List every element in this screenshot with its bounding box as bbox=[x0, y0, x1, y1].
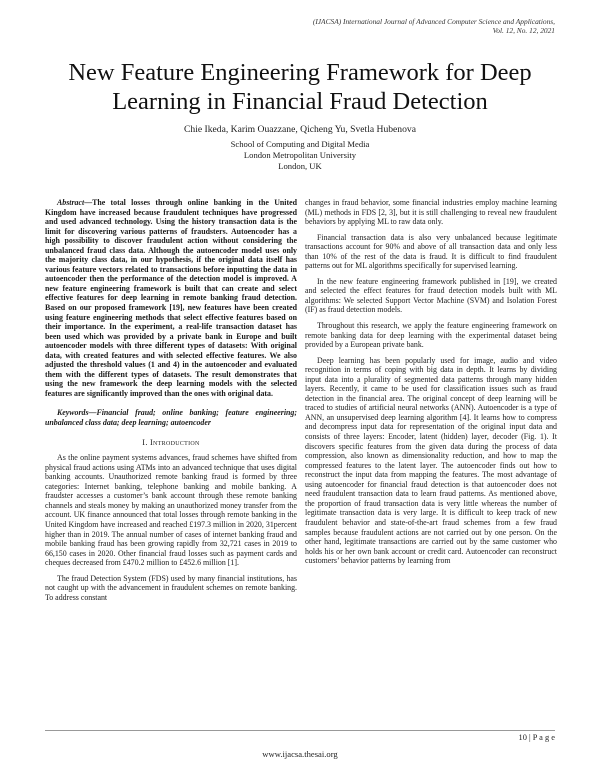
affiliation bbox=[40, 139, 560, 172]
abstract-lead: Abstract bbox=[57, 198, 85, 207]
affiliation-university: London Metropolitan University bbox=[243, 150, 357, 160]
paragraph: Throughout this research, we apply the feature engineering framework on remote banking data for deep learning with the experimental dataset being provided by a European private bank. bbox=[305, 321, 557, 350]
paragraph: Deep learning has been popularly used for image, audio and video recognition in terms of coping with big data in depth. It learns by dividing input data into a plurality of segmented data patterns through many hidden layers. Recently, it came to be used for classification issues such as fraud detection in the financial area. The original concept of deep learning will be traced to studies of artificial neural networks (ANN). Autoencoder is a type of ANN, an unsupervised deep learning algorithm [4]. It learns how to compress and decompress input data for representation of the original input data and consists of three layers: Encoder, latent (hidden) layer, decoder (Fig. 1). It discovers specific features from the given data during the process of data compression, also known as dimensionality reduction, and how to map the compressed features to the latent layer. The autoencoder finds out how to reconstruct the input data from mapping the features. The most advantage of using autoencoder for financial fraud detection is that autoencoder does not need fraudulent transaction data to learn fraud patterns. As mentioned above, the proportion of fraud transaction data is very little whereas the number of legitimate transaction data is very large. It is difficult to keep track of new fraudulent behavior and state-of-the-art fraud schemes from a few fraud samples because fraudulent actions are not carried out by one person. On the other hand, legitimate transactions are carried out by the same customer who holds his or her own bank account or credit card. Autoencoder can reconstruct customers’ behavior patterns by learning from bbox=[305, 355, 557, 566]
abstract-text: —The total losses through online banking in the United Kingdom have increased because fraudulent techniques have progressed and used advanced technology. Using the history transaction data is the limit for discovering various patterns of fraudsters. Autoencoder has a high possibility to discover fraudulent action without considering the unbalanced fraud class data. Although the autoencoder model uses only the majority class data, in our hypothesis, if the original data itself has various feature vectors related to transactions before inputting the data in autoencoder then the performance of the detection model is improved. A new feature engineering framework is built that can create and select effective features for deep learning in remote banking fraud detection. Based on our proposed framework [19], new features have been created using feature engineering methods that select effective features based on their importance. In the experiment, a real-life transaction dataset has been used which was provided by a private bank in Europe and built autoencoder models with three different types of datasets: With original data, with created features and with selected effective features. We also adjusted the threshold values (1 and 4) in the autoencoder and evaluated them with the different types of datasets. The result demonstrates that using the new framework the deep learning models with the selected features are significantly improved than the ones with original data. bbox=[45, 198, 297, 398]
page-number: 10 | P a g e bbox=[518, 733, 555, 742]
footer-divider bbox=[45, 730, 555, 731]
abstract bbox=[45, 198, 297, 398]
journal-header bbox=[225, 17, 555, 35]
journal-volume: Vol. 12, No. 12, 2021 bbox=[492, 26, 555, 35]
paper-title: New Feature Engineering Framework for Deep Learning in Financial Fraud Detection bbox=[68, 59, 532, 115]
keywords: Keywords—Financial fraud; online banking; feature engineering; unbalanced class data; deep learning; autoencoder bbox=[45, 408, 297, 428]
author-list: Chie Ikeda, Karim Ouazzane, Qicheng Yu, Svetla Hubenova bbox=[184, 124, 416, 135]
affiliation-location: London, UK bbox=[278, 161, 322, 171]
paragraph: Financial transaction data is also very unbalanced because legitimate transactions account for 90% and above of all transaction data and only less than 10% of the rest of the data is fraud. It is difficult to find fraudulent patterns out for ML algorithms specifically for supervised learning. bbox=[305, 232, 557, 271]
left-column bbox=[45, 198, 297, 608]
section-heading-introduction: I. Introduction bbox=[142, 437, 200, 447]
affiliation-school: School of Computing and Digital Media bbox=[230, 139, 370, 149]
right-column bbox=[305, 198, 557, 572]
journal-url: www.ijacsa.thesai.org bbox=[262, 749, 338, 759]
journal-name: (IJACSA) International Journal of Advanced Computer Science and Applications, bbox=[312, 17, 555, 26]
paragraph: The fraud Detection System (FDS) used by many financial institutions, has not caught up with the advancement in fraudulent schemes on remote banking. To address constant bbox=[45, 573, 297, 602]
paragraph: In the new feature engineering framework published in [19], we created and selected the effect features for fraud detection models built with ML algorithms: We selected Support Vector Machine (SVM) and Isolation Forest (IF) as fraud detection models. bbox=[305, 276, 557, 315]
paragraph: As the online payment systems advances, fraud schemes have shifted from physical fraud actions using ATMs into an advanced technique that uses digital banking accounts. Unauthorized remote banking fraud is formed by three categories: Internet banking, telephone banking and mobile banking. A fraudster accesses a customer’s bank account through these remote banking channels and steals money by making an unauthorized money transfer from the account. UK finance announced that total losses through remote banking in the United Kingdom have increased and reached £197.3 million in 2020, 31percent higher than in 2019. The annual number of cases of internet banking fraud and mobile banking fraud has been growing rapidly from 32,721 cases in 2019 to 66,150 cases in 2020. Other financial fraud losses such as payment cards and cheques decreased from £470.2 million to £452.6 million [1]. bbox=[45, 453, 297, 568]
paragraph: changes in fraud behavior, some financial industries employ machine learning (ML) methods in FDS [2, 3], but it is still challenging to reveal new fraudulent behaviors by applying ML to raw data only. bbox=[305, 198, 557, 227]
